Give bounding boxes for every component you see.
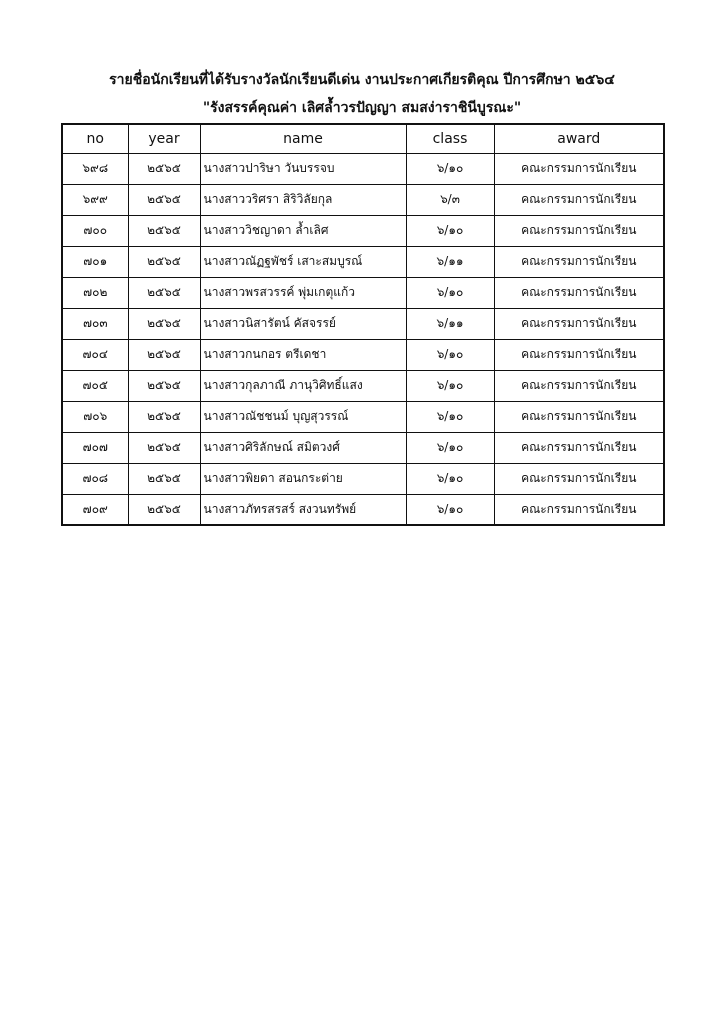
cell-class: ๖/๑๐	[406, 494, 494, 525]
table-row	[62, 308, 664, 339]
cell-award: คณะกรรมการนักเรียน	[494, 432, 664, 463]
table-row	[62, 370, 664, 401]
cell-class: ๖/๑๐	[406, 339, 494, 370]
table-row	[62, 277, 664, 308]
table-row	[62, 463, 664, 494]
cell-name: นางสาวกุลภาณี ภานุวิศิทธิ์แสง	[200, 370, 406, 401]
cell-class: ๖/๑๐	[406, 153, 494, 184]
cell-no: ๖๙๘	[62, 153, 128, 184]
table-row	[62, 339, 664, 370]
cell-name: นางสาววริศรา สิริวิลัยกุล	[200, 184, 406, 215]
cell-class: ๖/๑๐	[406, 215, 494, 246]
page-title: รายชื่อนักเรียนที่ได้รับรางวัลนักเรียนดีเด่น งานประกาศเกียรติคุณ ปีการศึกษา ๒๕๖๔	[109, 72, 615, 88]
cell-no: ๗๐๖	[62, 401, 128, 432]
cell-name: นางสาววิชญาดา ล้ำเลิศ	[200, 215, 406, 246]
table-row	[62, 246, 664, 277]
cell-class: ๖/๑๐	[406, 370, 494, 401]
cell-award: คณะกรรมการนักเรียน	[494, 339, 664, 370]
cell-award: คณะกรรมการนักเรียน	[494, 277, 664, 308]
table-row	[62, 432, 664, 463]
cell-class: ๖/๑๑	[406, 308, 494, 339]
cell-name: นางสาวปาริษา วันบรรจบ	[200, 153, 406, 184]
cell-no: ๗๐๔	[62, 339, 128, 370]
cell-award: คณะกรรมการนักเรียน	[494, 494, 664, 525]
cell-name: นางสาวภัทรสรสร์ สงวนทรัพย์	[200, 494, 406, 525]
cell-year: ๒๕๖๕	[128, 184, 200, 215]
cell-no: ๖๙๙	[62, 184, 128, 215]
column-header-name: name	[200, 124, 406, 153]
cell-award: คณะกรรมการนักเรียน	[494, 370, 664, 401]
cell-no: ๗๐๑	[62, 246, 128, 277]
cell-award: คณะกรรมการนักเรียน	[494, 153, 664, 184]
cell-no: ๗๐๗	[62, 432, 128, 463]
table-row	[62, 153, 664, 184]
table-header-row	[62, 124, 664, 153]
column-header-no: no	[62, 124, 128, 153]
cell-name: นางสาวศิริลักษณ์ สมิตวงศ์	[200, 432, 406, 463]
column-header-award: award	[494, 124, 664, 153]
cell-class: ๖/๑๐	[406, 463, 494, 494]
cell-year: ๒๕๖๕	[128, 370, 200, 401]
cell-year: ๒๕๖๕	[128, 463, 200, 494]
cell-year: ๒๕๖๕	[128, 153, 200, 184]
cell-name: นางสาวกนกอร ตรีเดชา	[200, 339, 406, 370]
cell-year: ๒๕๖๕	[128, 277, 200, 308]
cell-no: ๗๐๕	[62, 370, 128, 401]
cell-year: ๒๕๖๕	[128, 494, 200, 525]
cell-no: ๗๐๘	[62, 463, 128, 494]
cell-year: ๒๕๖๕	[128, 432, 200, 463]
cell-award: คณะกรรมการนักเรียน	[494, 401, 664, 432]
cell-class: ๖/๑๑	[406, 246, 494, 277]
cell-name: นางสาวณัฏฐพัชร์ เสาะสมบูรณ์	[200, 246, 406, 277]
cell-class: ๖/๑๐	[406, 432, 494, 463]
page-subtitle: "รังสรรค์คุณค่า เลิศล้ำวรปัญญา สมสง่าราชินีบูรณะ"	[202, 100, 522, 116]
cell-year: ๒๕๖๕	[128, 339, 200, 370]
table-row	[62, 494, 664, 525]
cell-class: ๖/๑๐	[406, 277, 494, 308]
cell-award: คณะกรรมการนักเรียน	[494, 215, 664, 246]
cell-class: ๖/๑๐	[406, 401, 494, 432]
cell-name: นางสาวณัชชนม์ บุญสุวรรณ์	[200, 401, 406, 432]
table-row	[62, 401, 664, 432]
cell-year: ๒๕๖๕	[128, 401, 200, 432]
table-row	[62, 184, 664, 215]
cell-name: นางสาวนิสารัตน์ คัสจรรย์	[200, 308, 406, 339]
cell-name: นางสาวพิยดา สอนกระต่าย	[200, 463, 406, 494]
cell-no: ๗๐๒	[62, 277, 128, 308]
award-table	[61, 123, 665, 526]
cell-no: ๗๐๐	[62, 215, 128, 246]
cell-no: ๗๐๓	[62, 308, 128, 339]
table-body	[62, 153, 664, 525]
cell-year: ๒๕๖๕	[128, 246, 200, 277]
cell-award: คณะกรรมการนักเรียน	[494, 308, 664, 339]
cell-award: คณะกรรมการนักเรียน	[494, 184, 664, 215]
cell-no: ๗๐๙	[62, 494, 128, 525]
table-row	[62, 215, 664, 246]
cell-class: ๖/๓	[406, 184, 494, 215]
cell-award: คณะกรรมการนักเรียน	[494, 246, 664, 277]
cell-award: คณะกรรมการนักเรียน	[494, 463, 664, 494]
cell-year: ๒๕๖๕	[128, 215, 200, 246]
cell-name: นางสาวพรสวรรค์ พุ่มเกตุแก้ว	[200, 277, 406, 308]
column-header-class: class	[406, 124, 494, 153]
column-header-year: year	[128, 124, 200, 153]
cell-year: ๒๕๖๕	[128, 308, 200, 339]
